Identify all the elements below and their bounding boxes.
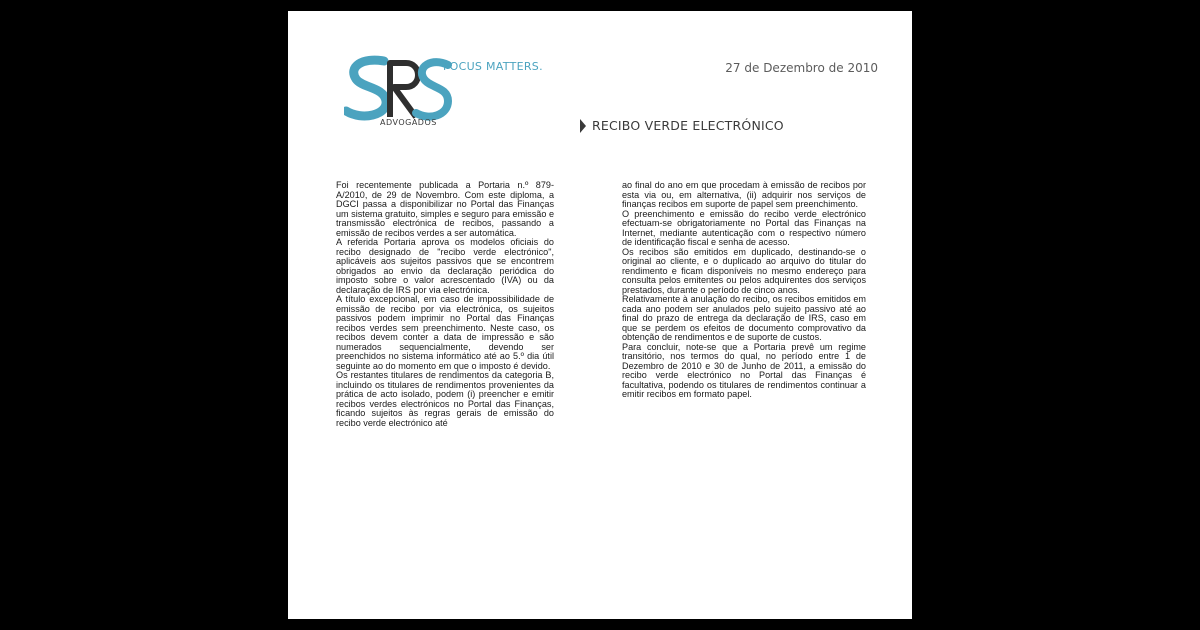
srs-logo-mark bbox=[344, 55, 454, 127]
logo-subtitle: ADVOGADOS bbox=[380, 118, 437, 127]
paragraph: A referida Portaria aprova os modelos oficiais do recibo designado de "recibo verde electrónico", aplicáveis aos sujeitos passivos que se encontrem obrigados ao envio da declaração periódica do imposto sobre o valor acrescentado (IVA) ou da declaração de IRS por via electrónica. bbox=[336, 237, 554, 295]
paragraph: Foi recentemente publicada a Portaria n.º 879-A/2010, de 29 de Novembro. Com este diploma, a DGCI passa a disponibilizar no Portal das Finanças um sistema gratuito, simples e seguro para emissão e transmissão electrónica de recibos, passando a emissão de recibos verdes a ser automática. bbox=[336, 180, 554, 238]
logo-tagline: FOCUS MATTERS. bbox=[443, 60, 543, 73]
triangle-marker-icon bbox=[580, 119, 586, 133]
paragraph: A título excepcional, em caso de impossibilidade de emissão de recibo por via electrónica, os sujeitos passivos podem imprimir no Portal das Finanças recibos verdes sem preenchimento. Neste caso, os recibos devem conter a data de impressão e são numerados sequencialmente, devendo ser preenchidos no sistema informático até ao 5.º dia útil seguinte ao do momento em que o imposto é devido. bbox=[336, 294, 554, 371]
paragraph: O preenchimento e emissão do recibo verde electrónico efectuam-se obrigatoriamente no Portal das Finanças na Internet, mediante autenticação com o respectivo número de identificação fiscal e senha de acesso. bbox=[622, 208, 866, 247]
section-heading bbox=[580, 118, 784, 133]
document-page bbox=[288, 11, 912, 619]
article-right-column bbox=[622, 181, 866, 400]
paragraph: Os restantes titulares de rendimentos da categoria B, incluindo os titulares de rendimentos provenientes da prática de acto isolado, podem (i) preencher e emitir recibos verdes electrónicos no Portal das Finanças, ficando sujeitos às regras gerais de emissão do recibo verde electrónico até bbox=[336, 370, 554, 428]
paragraph: Para concluir, note-se que a Portaria prevê um regime transitório, nos termos do qual, no período entre 1 de Dezembro de 2010 e 30 de Junho de 2011, a emissão do recibo verde electrónico no Portal das Finanças é facultativa, podendo os titulares de rendimentos continuar a emitir recibos em formato papel. bbox=[622, 341, 866, 399]
article-left-column bbox=[336, 181, 554, 428]
paragraph: Relativamente à anulação do recibo, os recibos emitidos em cada ano podem ser anulados pelo sujeito passivo até ao final do prazo de entrega da declaração de IRS, caso em que se perdem os efeitos de documento comprovativo da obtenção de rendimentos e de suporte de custos. bbox=[622, 294, 866, 342]
paragraph: Os recibos são emitidos em duplicado, destinando-se o original ao cliente, e o duplicado ao arquivo do titular do rendimento e ficam disponíveis no mesmo endereço para consulta pelos emitentes ou pelos adquirentes dos serviços prestados, durante o período de cinco anos. bbox=[622, 246, 866, 295]
paragraph: ao final do ano em que procedam à emissão de recibos por esta via ou, em alternativa, (ii) adquirir nos serviços de finanças recibos em suporte de papel sem preenchimento. bbox=[622, 180, 866, 209]
document-date: 27 de Dezembro de 2010 bbox=[725, 61, 878, 75]
section-title: RECIBO VERDE ELECTRÓNICO bbox=[592, 118, 784, 133]
